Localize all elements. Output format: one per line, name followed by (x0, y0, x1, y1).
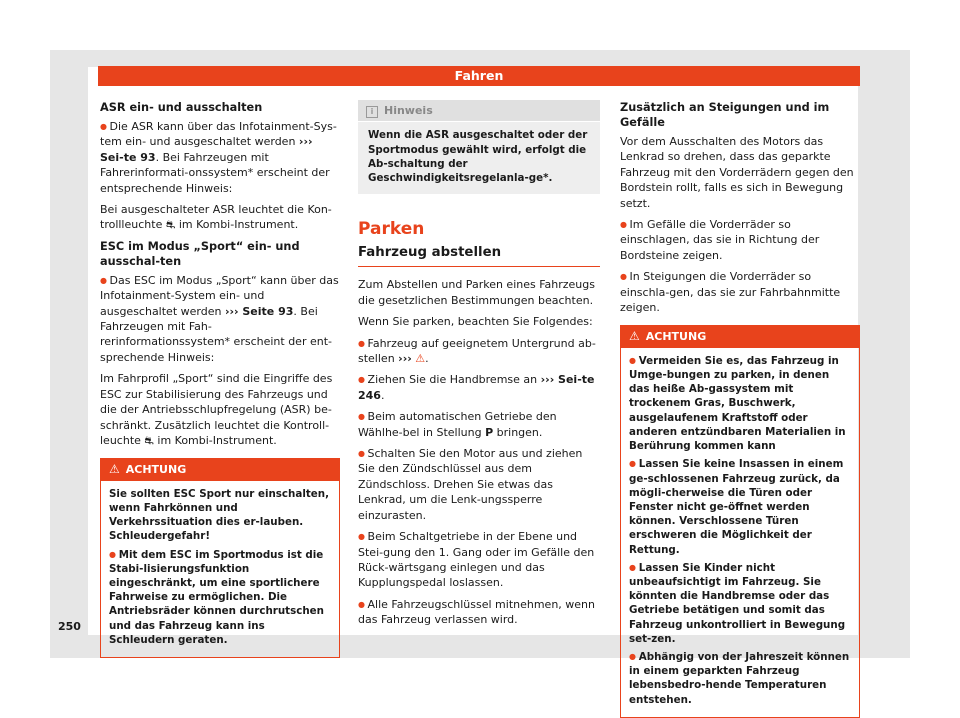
handbrake-page-link[interactable]: ››› Sei-te 246 (358, 373, 595, 402)
warning-body (621, 348, 859, 717)
parking-bullet-5: ● Beim Schaltgetriebe in der Ebene und Stei-gung den 1. Gang oder im Gefälle den Rück-wärtsgang einlegen und das Kupplungspedal loslassen. (358, 529, 600, 591)
subsection-title: Fahrzeug abstellen (358, 245, 600, 267)
asr-heading: ASR ein- und ausschalten (100, 101, 263, 114)
warning-box-parking (620, 325, 860, 717)
asr-paragraph: Bei ausgeschalteter ASR leuchtet die Kon-trollleuchte ⛐ im Kombi-Instrument. (100, 203, 332, 232)
warning-bullet-2: ● Lassen Sie keine Insassen in einem ge-schlossenen Fahrzeug zurück, da mögli-cherweise die Türen oder Fenster nicht ge-öffnet werden können. Verschlossene Türen erschweren die Möglichkeit der Rettung. (629, 457, 851, 556)
warning-header: ⚠ ACHTUNG (101, 459, 339, 480)
column-3 (620, 100, 860, 718)
parking-intro-2: Wenn Sie parken, beachten Sie Folgendes: (358, 315, 593, 329)
warning-bullet-4: ● Abhängig von der Jahreszeit können in einem geparkten Fahrzeug lebensbedro-hende Temperaturen entstehen. (629, 650, 851, 707)
parking-bullet-4: ● Schalten Sie den Motor aus und ziehen Sie den Zündschlüssel aus dem Zündschloss. Drehen Sie etwas das Lenkrad, um die Lenk-ungssperre einzurasten. (358, 446, 600, 523)
parking-bullet-2: ● Ziehen Sie die Handbremse an ››› Sei-te 246. (358, 372, 600, 403)
warning-bullet-3: ● Lassen Sie Kinder nicht unbeaufsichtigt im Fahrzeug. Sie könnten die Handbremse oder das Getriebe betätigen und somit das Fahrzeug unkontrolliert in Bewegung set-zen. (629, 561, 851, 646)
slope-bullet-2: ● In Steigungen die Vorderräder so einschla-gen, das sie zur Fahrbahnmitte zeigen. (620, 269, 860, 315)
warning-bullet: ● Mit dem ESC im Sportmodus ist die Stabi-lisierungsfunktion eingeschränkt, um eine sportlichere Fahrweise zu ermöglichen. Die Antriebsräder können durchrutschen und das Fahrzeug kann ins Schleudern geraten. (109, 548, 331, 647)
note-body: Wenn die ASR ausgeschaltet oder der Sportmodus gewählt wird, erfolgt die Ab-schaltung der Geschwindigkeitsregelanla-ge*. (358, 122, 600, 193)
warning-header: ⚠ ACHTUNG (621, 326, 859, 347)
esc-page-link[interactable]: ››› Seite 93 (224, 304, 294, 318)
section-header: Fahren (98, 66, 860, 86)
info-icon: i (366, 106, 378, 118)
parking-bullet-1: ● Fahrzeug auf geeignetem Untergrund ab-stellen ››› ⚠. (358, 336, 600, 367)
parking-bullet-6: ● Alle Fahrzeugschlüssel mitnehmen, wenn das Fahrzeug verlassen wird. (358, 597, 600, 628)
warning-text: Sie sollten ESC Sport nur einschalten, wenn Fahrkönnen und Verkehrssituation dies er-lauben. Schleudergefahr! (109, 487, 329, 543)
warning-box-esc (100, 458, 340, 658)
section-title: Parken (358, 218, 425, 239)
esc-bullet: ● Das ESC im Modus „Sport“ kann über das Infotainment-System ein- und ausgeschaltet werden ››› Seite 93. Bei Fahrzeugen mit Fah-rerinformationssystem* erscheint der ent-sprechende Hinweis: (100, 273, 340, 365)
warning-bullet-1: ● Vermeiden Sie es, das Fahrzeug in Umge-bungen zu parken, in denen das heiße Ab-gassystem mit trockenem Gras, Buschwerk, ausgelaufenem Kraftstoff oder anderen entzündbaren Materialien in Berührung kommen kann (629, 354, 851, 453)
slope-bullet-1: ● Im Gefälle die Vorderräder so einschlagen, das sie in Richtung der Bordsteine zeigen. (620, 217, 860, 263)
warning-triangle-icon: ⚠ (629, 329, 640, 344)
warning-triangle-icon: ⚠ (415, 352, 426, 366)
warning-body (101, 481, 339, 657)
column-1 (100, 100, 340, 658)
asr-bullet: ● Die ASR kann über das Infotainment-Sys-tem ein- und ausgeschaltet werden ››› Sei-te 93. Bei Fahrzeugen mit Fahrerinformati-onssystem* erscheint der entsprechende Hinweis: (100, 119, 340, 196)
warning-triangle-icon: ⚠ (109, 462, 120, 477)
slope-paragraph: Vor dem Ausschalten des Motors das Lenkrad so drehen, dass das geparkte Fahrzeug mit den Vorderrädern gegen den Bordstein rollt, falls es sich in Bewegung setzt. (620, 135, 854, 210)
page-number: 250 (58, 620, 81, 633)
note-box (358, 100, 600, 194)
parking-bullet-3: ● Beim automatischen Getriebe den Wählhe-bel in Stellung P bringen. (358, 409, 600, 440)
asr-page-link[interactable]: ››› Sei-te 93 (100, 135, 313, 164)
column-2 (358, 100, 600, 634)
slope-heading: Zusätzlich an Steigungen und im Gefälle (620, 101, 830, 129)
parking-intro: Zum Abstellen und Parken eines Fahrzeugs die gesetzlichen Bestimmungen beachten. (358, 278, 595, 307)
esc-heading: ESC im Modus „Sport“ ein- und ausschal-ten (100, 239, 300, 268)
warning-link[interactable]: ››› (398, 352, 412, 366)
note-header: i Hinweis (358, 100, 600, 122)
esc-paragraph: Im Fahrprofil „Sport“ sind die Eingriffe des ESC zur Stabilisierung des Fahrzeugs und die der Antriebsschlupfregelung (ASR) be-schränkt. Zusätzlich leuchtet die Kontroll-leuchte ⛐ im Kombi-Instrument. (100, 372, 333, 447)
